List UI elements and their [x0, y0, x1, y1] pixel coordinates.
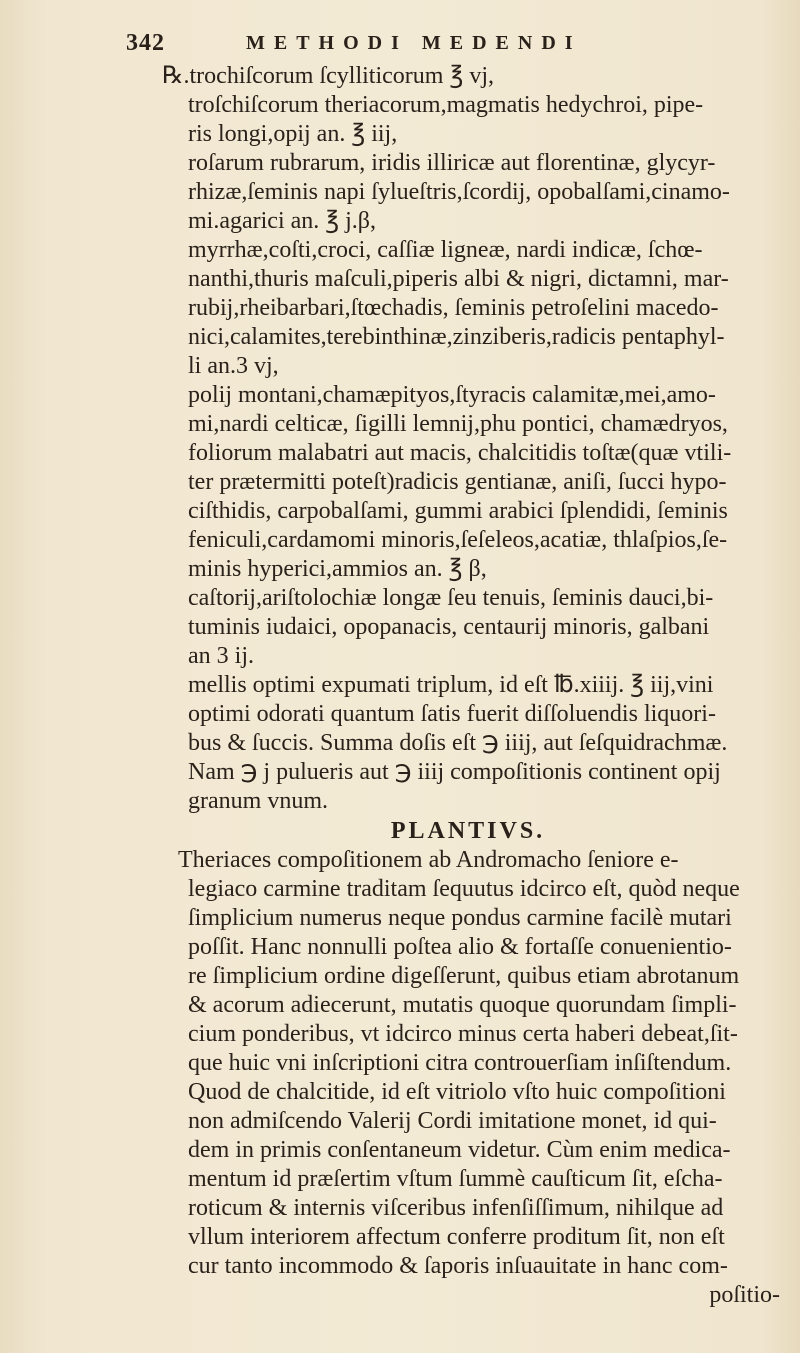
text-line: rubij,rheibarbari,ſtœchadis, ſeminis petroſelini macedo-	[188, 295, 719, 321]
text-line: feniculi,cardamomi minoris,ſeſeleos,acatiæ, thlaſpios,ſe-	[188, 527, 728, 553]
text-line: vllum interiorem affectum conferre proditum ſit, non eſt	[188, 1224, 725, 1250]
text-line: troſchiſcorum theriacorum,magmatis hedychroi, pipe-	[188, 92, 704, 118]
text-line: minis hyperici,ammios an. ℥ β,	[188, 556, 487, 582]
section-heading: PLANTIVS.	[390, 818, 546, 844]
text-line: granum vnum.	[188, 788, 328, 814]
text-line: an 3 ij.	[188, 643, 254, 669]
text-line: ciſthidis, carpobalſami, gummi arabici ſplendidi, ſeminis	[188, 498, 728, 524]
text-line: cur tanto incommodo & ſaporis inſuauitate in hanc com-	[188, 1253, 728, 1279]
text-line: legiaco carmine traditam ſequutus idcirco eſt, quòd neque	[188, 876, 740, 902]
text-line: roticum & internis viſceribus infenſiſſimum, nihilque ad	[188, 1195, 724, 1221]
text-line: cium ponderibus, vt idcirco minus certa haberi debeat,ſit-	[188, 1021, 738, 1047]
running-title: METHODI MEDENDI	[246, 32, 582, 54]
text-line: mellis optimi expumati triplum, id eſt ℔.xiiij. ℥ iij,vini	[188, 672, 714, 698]
text-line: que huic vni inſcriptioni citra controuerſiam inſiſtendum.	[188, 1050, 732, 1076]
text-line: optimi odorati quantum ſatis fuerit diſſoluendis liquori-	[188, 701, 716, 727]
text-line: roſarum rubrarum, iridis illiricæ aut florentinæ, glycyr-	[188, 150, 716, 176]
text-line: polij montani,chamæpityos,ſtyracis calamitæ,mei,amo-	[188, 382, 716, 408]
page-header	[126, 30, 786, 64]
text-line: mentum id præſertim vſtum ſummè cauſticum ſit, eſcha-	[188, 1166, 723, 1192]
text-line: rhizæ,ſeminis napi ſylueſtris,ſcordij, opobalſami,cinamo-	[188, 179, 730, 205]
text-line: ter prætermitti poteſt)radicis gentianæ, aniſi, ſucci hypo-	[188, 469, 727, 495]
body-text	[126, 62, 790, 1310]
text-line: Nam ℈ j pulueris aut ℈ iiij compoſitionis continent opij	[188, 759, 721, 785]
text-line: ris longi,opij an. ℥ iij,	[188, 121, 398, 147]
text-line: nanthi,thuris maſculi,piperis albi & nigri, dictamni, mar-	[188, 266, 729, 292]
text-line: ℞.trochiſcorum ſcylliticorum ℥ vj,	[162, 63, 494, 89]
text-line: tuminis iudaici, opopanacis, centaurij minoris, galbani	[188, 614, 710, 640]
text-line: Quod de chalcitide, id eſt vitriolo vſto huic compoſitioni	[188, 1079, 726, 1105]
text-line: li an.3 vj,	[188, 353, 279, 379]
text-line: poſſit. Hanc nonnulli poſtea alio & fortaſſe conuenientio-	[188, 934, 732, 960]
text-line: dem in primis conſentaneum videtur. Cùm enim medica-	[188, 1137, 731, 1163]
text-line: & acorum adiecerunt, mutatis quoque quorundam ſimpli-	[188, 992, 737, 1018]
page-number: 342	[126, 30, 165, 56]
text-line: foliorum malabatri aut macis, chalcitidis toſtæ(quæ vtili-	[188, 440, 732, 466]
text-line: Theriaces compoſitionem ab Andromacho ſeniore e-	[178, 847, 679, 873]
text-line: ſimplicium numerus neque pondus carmine facilè mutari	[188, 905, 732, 931]
text-line: re ſimplicium ordine digeſſerunt, quibus etiam abrotanum	[188, 963, 740, 989]
text-line: mi.agarici an. ℥ j.β,	[188, 208, 377, 234]
text-line: bus & ſuccis. Summa doſis eſt ℈ iiij, aut ſeſquidrachmæ.	[188, 730, 728, 756]
text-line: mi,nardi celticæ, ſigilli lemnij,phu pontici, chamædryos,	[188, 411, 728, 437]
catchword: poſitio-	[709, 1282, 780, 1308]
text-line: non admiſcendo Valerij Cordi imitatione monet, id qui-	[188, 1108, 717, 1134]
text-line: caſtorij,ariſtolochiæ longæ ſeu tenuis, ſeminis dauci,bi-	[188, 585, 714, 611]
text-line: nici,calamites,terebinthinæ,zinziberis,radicis pentaphyl-	[188, 324, 725, 350]
text-line: myrrhæ,coſti,croci, caſſiæ ligneæ, nardi indicæ, ſchœ-	[188, 237, 703, 263]
